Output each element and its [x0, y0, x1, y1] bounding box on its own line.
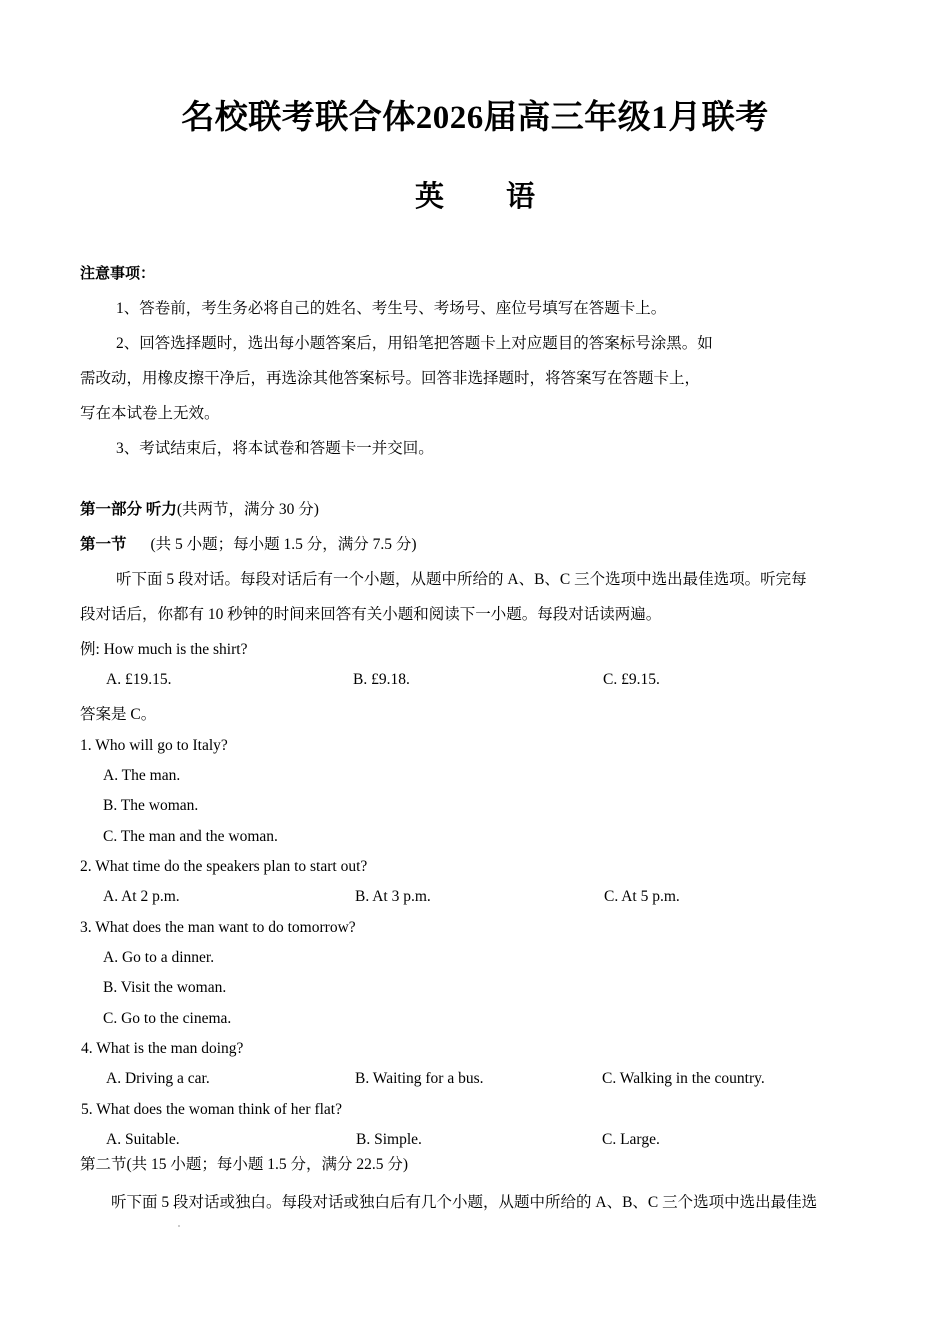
example-option-a: A. £19.15.: [106, 671, 172, 688]
question-5: 5. What does the woman think of her flat?: [81, 1101, 342, 1118]
section1-heading-rest: (共 5 小题；每小题 1.5 分，满分 7.5 分): [150, 536, 417, 553]
section1-instructions-line-2: 段对话后，你都有 10 秒钟的时间来回答有关小题和阅读下一小题。每段对话读两遍。: [80, 606, 662, 623]
question-5-option-c: C. Large.: [602, 1131, 660, 1148]
exam-title: 名校联考联合体2026届高三年级1月联考: [181, 100, 769, 136]
example-answer: 答案是 C。: [80, 706, 157, 723]
question-1: 1. Who will go to Italy?: [80, 737, 228, 754]
notice-item-2-line-3: 写在本试卷上无效。: [80, 405, 220, 422]
part1-heading-rest: (共两节，满分 30 分): [176, 501, 319, 518]
scan-artifact-dot: [178, 1225, 180, 1227]
notice-item-1: 1、答卷前，考生务必将自己的姓名、考生号、考场号、座位号填写在答题卡上。: [116, 300, 667, 317]
notice-heading: 注意事项：: [80, 266, 156, 282]
question-4: 4. What is the man doing?: [81, 1040, 244, 1057]
question-3: 3. What does the man want to do tomorrow?: [80, 919, 356, 936]
subject-char-1: 英: [414, 181, 444, 213]
notice-item-2-line-2: 需改动，用橡皮擦干净后，再选涂其他答案标号。回答非选择题时，将答案写在答题卡上，: [80, 370, 701, 387]
question-5-option-b: B. Simple.: [356, 1131, 422, 1148]
question-4-option-c: C. Walking in the country.: [602, 1070, 765, 1087]
subject-char-2: 语: [506, 181, 536, 213]
section1-heading-bold: 第一节: [80, 536, 127, 553]
question-3-option-c: C. Go to the cinema.: [103, 1010, 232, 1027]
question-1-option-c: C. The man and the woman.: [103, 828, 278, 845]
question-1-option-b: B. The woman.: [103, 797, 199, 814]
question-5-option-a: A. Suitable.: [106, 1131, 180, 1148]
part1-heading-bold: 第一部分 听力: [80, 501, 177, 518]
question-3-option-b: B. Visit the woman.: [103, 979, 227, 996]
example-option-c: C. £9.15.: [603, 671, 660, 688]
section2-heading: 第二节(共 15 小题；每小题 1.5 分，满分 22.5 分): [80, 1156, 409, 1173]
question-2: 2. What time do the speakers plan to start out?: [80, 858, 368, 875]
question-2-option-b: B. At 3 p.m.: [355, 888, 431, 905]
subject-title: [0, 183, 950, 212]
question-3-option-a: A. Go to a dinner.: [103, 949, 215, 966]
part1-heading: [80, 502, 319, 518]
question-4-option-b: B. Waiting for a bus.: [355, 1070, 484, 1087]
example-option-b: B. £9.18.: [353, 671, 410, 688]
notice-item-2-line-1: 2、回答选择题时，选出每小题答案后，用铅笔把答题卡上对应题目的答案标号涂黑。如: [116, 335, 713, 352]
question-2-option-a: A. At 2 p.m.: [103, 888, 180, 905]
question-4-option-a: A. Driving a car.: [106, 1070, 210, 1087]
section2-instructions: 听下面 5 段对话或独白。每段对话或独白后有几个小题，从题中所给的 A、B、C 三个选项中选出最佳选: [111, 1194, 818, 1211]
question-1-option-a: A. The man.: [103, 767, 181, 784]
section1-heading: [80, 537, 417, 553]
question-2-option-c: C. At 5 p.m.: [604, 888, 680, 905]
notice-item-3: 3、考试结束后，将本试卷和答题卡一并交回。: [116, 440, 434, 457]
example-question: 例: How much is the shirt?: [80, 641, 248, 658]
section1-instructions-line-1: 听下面 5 段对话。每段对话后有一个小题，从题中所给的 A、B、C 三个选项中选出最佳选项。听完每: [116, 571, 807, 588]
